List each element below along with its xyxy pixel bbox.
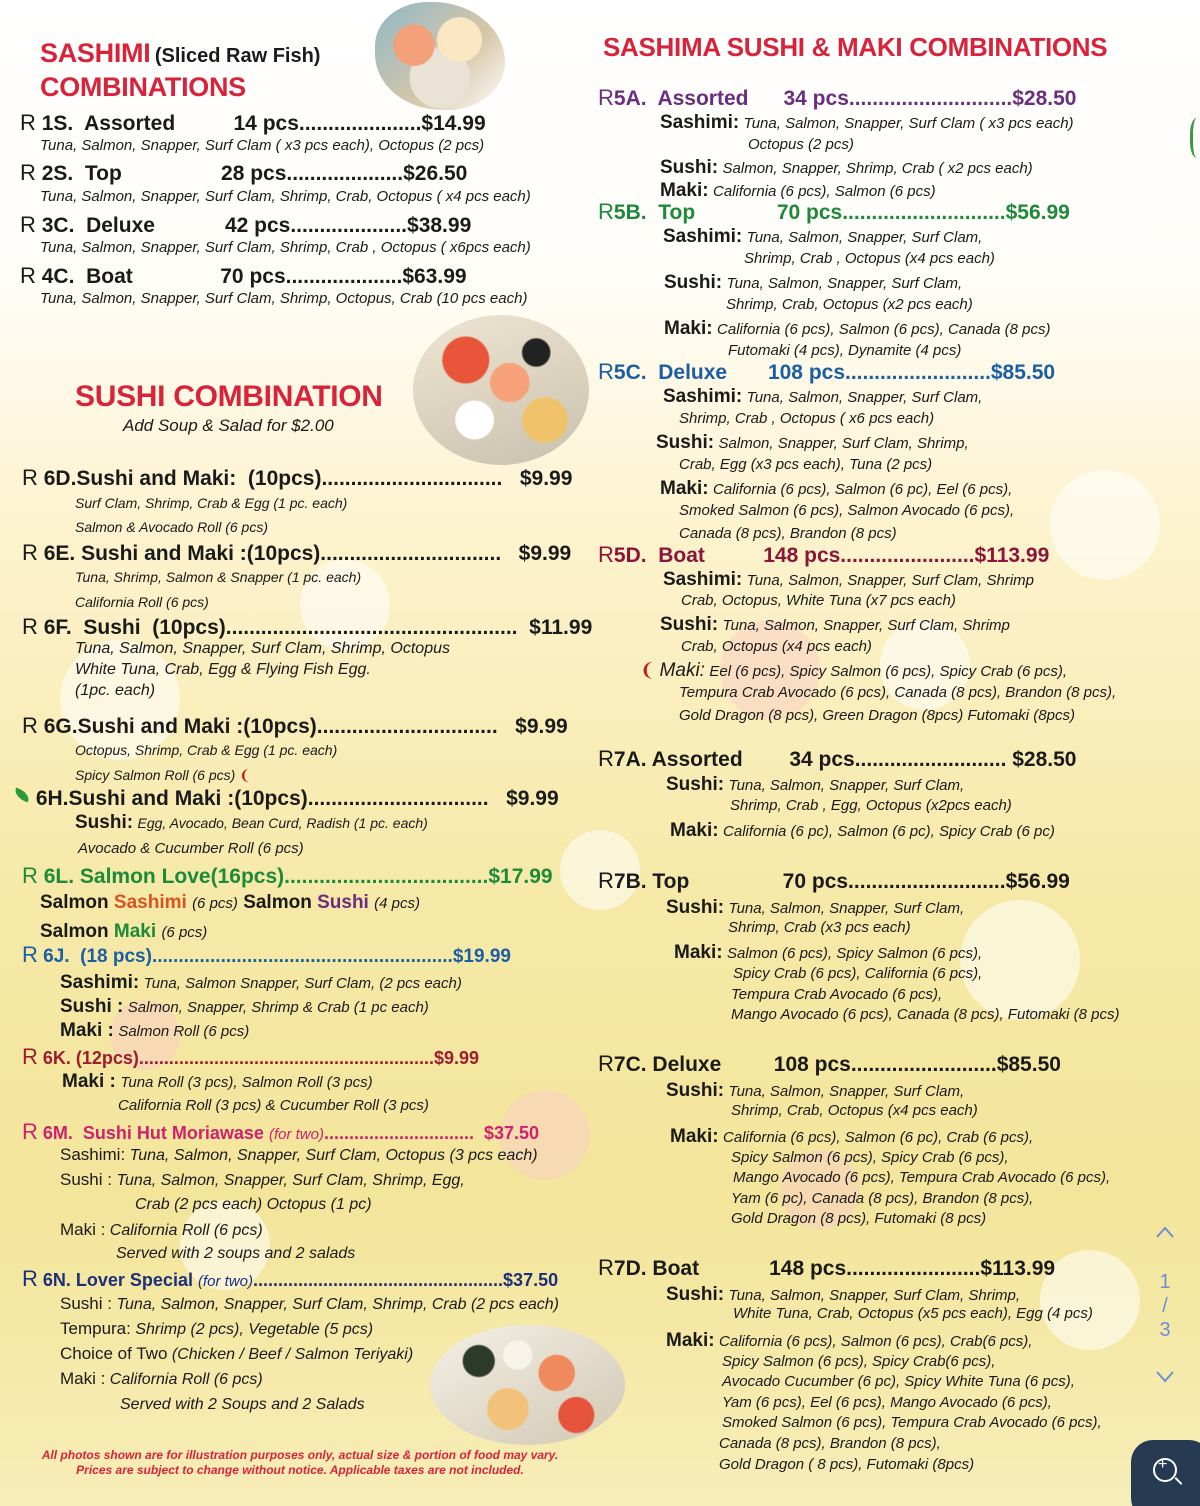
menu-item-1s: R 1S. Assorted 14 pcs.....................$14.99 <box>20 110 486 135</box>
menu-item-6n-tempura: Tempura: Shrimp (2 pcs), Vegetable (5 pcs) <box>60 1319 374 1338</box>
menu-item-6l-line1: Salmon Sashimi (6 pcs) Salmon Sushi (4 pcs) <box>40 892 420 913</box>
menu-item-7c-desc5: Yam (6 pc), Canada (8 pcs), Brandon (8 pcs), <box>731 1190 1034 1207</box>
menu-item-6k-maki: Maki : Tuna Roll (3 pcs), Salmon Roll (3 pcs) <box>62 1071 373 1092</box>
menu-item-5b-sashimi: Sashimi: Tuna, Salmon, Snapper, Surf Clam, <box>663 226 983 247</box>
menu-item-2s-desc: Tuna, Salmon, Snapper, Surf Clam, Shrimp, Crab, Octopus ( x4 pcs each) <box>40 188 531 205</box>
menu-item-6g-desc2: Spicy Salmon Roll (6 pcs) ❨ <box>75 767 251 783</box>
menu-item-4c-desc: Tuna, Salmon, Snapper, Surf Clam, Shrimp, Octopus, Crab (10 pcs each) <box>40 290 528 307</box>
chevron-down-icon <box>1155 1370 1175 1384</box>
menu-item-6j-sushi: Sushi : Salmon, Snapper, Shrimp & Crab (1 pc each) <box>60 996 429 1017</box>
menu-item-5c: R5C. Deluxe 108 pcs.........................$85.50 <box>598 359 1056 384</box>
menu-item-5c-desc5: Canada (8 pcs), Brandon (8 pcs) <box>679 525 897 542</box>
menu-item-7c-sushi: Sushi: Tuna, Salmon, Snapper, Surf Clam, <box>666 1080 965 1101</box>
prev-page-button[interactable] <box>1153 1220 1177 1244</box>
menu-item-5c-desc4: Smoked Salmon (6 pcs), Salmon Avocado (6 pcs), <box>679 502 1015 519</box>
menu-item-5b: R5B. Top 70 pcs............................$56.99 <box>598 199 1070 224</box>
menu-item-6m-maki: Maki : California Roll (6 pcs) <box>60 1220 263 1239</box>
menu-item-6d: R 6D.Sushi and Maki: (10pcs)............................... $9.99 <box>22 465 573 490</box>
menu-item-6l: R 6L. Salmon Love(16pcs)...................................$17.99 <box>22 863 553 888</box>
sushi-section-subtitle: Add Soup & Salad for $2.00 <box>123 416 334 435</box>
menu-item-7c-desc6: Gold Dragon (8 pcs), Futomaki (8 pcs) <box>731 1210 987 1227</box>
menu-item-5a-maki: Maki: California (6 pcs), Salmon (6 pcs) <box>660 180 936 201</box>
sushi-platter-photo <box>430 1325 625 1445</box>
menu-item-7a-sushi: Sushi: Tuna, Salmon, Snapper, Surf Clam, <box>666 774 965 795</box>
menu-item-6e-desc2: California Roll (6 pcs) <box>75 594 209 610</box>
menu-item-6m-served: Served with 2 soups and 2 salads <box>116 1245 356 1262</box>
menu-item-6d-desc: Surf Clam, Shrimp, Crab & Egg (1 pc. each) <box>75 495 348 511</box>
combo-section-title: SASHIMA SUSHI & MAKI COMBINATIONS <box>603 32 1108 62</box>
spicy-icon: ❨ <box>239 767 251 783</box>
menu-item-7d-desc7: Canada (8 pcs), Brandon (8 pcs), <box>719 1435 941 1452</box>
menu-item-6n-choice: Choice of Two (Chicken / Beef / Salmon Teriyaki) <box>60 1344 414 1363</box>
menu-item-6k-desc2: California Roll (3 pcs) & Cucumber Roll (3 pcs) <box>118 1097 429 1114</box>
menu-item-6g-desc: Octopus, Shrimp, Crab & Egg (1 pc. each) <box>75 742 338 758</box>
menu-item-5d-sashimi: Sashimi: Tuna, Salmon, Snapper, Surf Clam, Shrimp <box>663 569 1035 590</box>
menu-item-5c-sushi: Sushi: Salmon, Snapper, Surf Clam, Shrimp, <box>656 432 969 453</box>
menu-item-6k: R 6K. (12pcs)...........................................................$9.99 <box>22 1044 480 1069</box>
menu-item-6n-maki: Maki : California Roll (6 pcs) <box>60 1369 263 1388</box>
menu-item-5c-maki: Maki: California (6 pcs), Salmon (6 pc), Eel (6 pcs), <box>660 478 1013 499</box>
menu-item-7d-sushi: Sushi: Tuna, Salmon, Snapper, Surf Clam, Shrimp, <box>666 1284 1021 1305</box>
menu-item-7b-maki: Maki: Salmon (6 pcs), Spicy Salmon (6 pcs), <box>674 942 983 963</box>
leaf-decoration <box>1190 118 1200 158</box>
menu-item-3c-desc: Tuna, Salmon, Snapper, Surf Clam, Shrimp, Crab , Octopus ( x6pcs each) <box>40 239 531 256</box>
menu-item-6f-desc: Tuna, Salmon, Snapper, Surf Clam, Shrimp, Octopus <box>75 640 450 657</box>
menu-item-6d-desc2: Salmon & Avocado Roll (6 pcs) <box>75 519 268 535</box>
menu-item-6n-served: Served with 2 Soups and 2 Salads <box>120 1396 365 1413</box>
menu-item-5b-desc2: Shrimp, Crab , Octopus (x4 pcs each) <box>744 250 995 267</box>
menu-item-7d-desc5: Yam (6 pcs), Eel (6 pcs), Mango Avocado (6 pcs), <box>722 1394 1052 1411</box>
menu-item-6m-sushi: Sushi : Tuna, Salmon, Snapper, Surf Clam, Shrimp, Egg, <box>60 1170 465 1189</box>
menu-item-7c-desc2: Shrimp, Crab, Octopus (x4 pcs each) <box>731 1102 978 1119</box>
sushi-section-title: SUSHI COMBINATION <box>75 380 383 413</box>
menu-item-7b-desc4: Tempura Crab Avocado (6 pcs), <box>731 986 943 1003</box>
menu-item-7d-desc3: Spicy Salmon (6 pcs), Spicy Crab(6 pcs), <box>722 1353 996 1370</box>
plus-icon: + <box>1158 1456 1168 1473</box>
menu-item-7a: R7A. Assorted 34 pcs.......................... $28.50 <box>598 746 1077 771</box>
menu-item-7c-desc3: Spicy Salmon (6 pcs), Spicy Crab (6 pcs), <box>731 1149 1009 1166</box>
menu-item-5c-sashimi: Sashimi: Tuna, Salmon, Snapper, Surf Clam, <box>663 386 983 407</box>
menu-item-5d-desc2: Crab, Octopus, White Tuna (x7 pcs each) <box>681 592 956 609</box>
menu-item-6e-desc: Tuna, Shrimp, Salmon & Snapper (1 pc. each) <box>75 569 362 585</box>
menu-item-5c-desc3: Crab, Egg (x3 pcs each), Tuna (2 pcs) <box>679 456 933 473</box>
menu-item-7b: R7B. Top 70 pcs...........................$56.99 <box>598 868 1070 893</box>
menu-item-7d: R7D. Boat 148 pcs.......................$113.99 <box>598 1255 1056 1280</box>
menu-item-3c: R 3C. Deluxe 42 pcs....................$38.99 <box>20 212 472 237</box>
menu-item-7c-desc4: Mango Avocado (6 pcs), Tempura Crab Avocado (6 pcs), <box>733 1169 1111 1186</box>
menu-item-4c: R 4C. Boat 70 pcs....................$63.99 <box>20 263 467 288</box>
menu-item-5d-maki: ❨ Maki: Eel (6 pcs), Spicy Salmon (6 pcs), Spicy Crab (6 pcs), <box>640 660 1068 681</box>
menu-item-7c-maki: Maki: California (6 pcs), Salmon (6 pc), Crab (6 pcs), <box>670 1126 1034 1147</box>
chevron-up-icon <box>1155 1225 1175 1239</box>
menu-item-5d-desc5: Gold Dragon (8 pcs), Green Dragon (8pcs) Futomaki (8pcs) <box>679 707 1075 724</box>
menu-item-7d-desc8: Gold Dragon ( 8 pcs), Futomaki (8pcs) <box>719 1456 975 1473</box>
page-current: 1 <box>1159 1271 1171 1293</box>
menu-item-6j: R 6J. (18 pcs).........................................................$19.99 <box>22 942 511 967</box>
page-total: 3 <box>1159 1319 1171 1341</box>
menu-item-7c: R7C. Deluxe 108 pcs.........................$85.50 <box>598 1051 1061 1076</box>
menu-item-6m-sashimi: Sashimi: Tuna, Salmon, Snapper, Surf Clam, Octopus (3 pcs each) <box>60 1145 538 1164</box>
menu-item-6m-desc2: Crab (2 pcs each) Octopus (1 pc) <box>135 1196 372 1213</box>
menu-item-7d-maki: Maki: California (6 pcs), Salmon (6 pcs), Crab(6 pcs), <box>666 1330 1033 1351</box>
menu-item-5d-desc4: Tempura Crab Avocado (6 pcs), Canada (8 pcs), Brandon (8 pcs), <box>679 684 1117 701</box>
menu-item-5b-maki: Maki: California (6 pcs), Salmon (6 pcs), Canada (8 pcs) <box>664 318 1051 339</box>
zoom-button[interactable] <box>1131 1440 1200 1506</box>
menu-item-6h: 6H.Sushi and Maki :(10pcs)............................... $9.99 <box>30 787 559 810</box>
sashimi-section-title: SASHIMI (Sliced Raw Fish) <box>40 38 321 68</box>
menu-item-6m: R 6M. Sushi Hut Moriawase (for two).............................. $37.50 <box>22 1119 540 1144</box>
menu-item-5d: R5D. Boat 148 pcs.......................$113.99 <box>598 542 1050 567</box>
menu-item-6h-sushi: Sushi: Egg, Avocado, Bean Curd, Radish (1 pc. each) <box>75 812 428 833</box>
vegetarian-leaf-icon <box>13 788 31 803</box>
menu-item-5a-sushi: Sushi: Salmon, Snapper, Shrimp, Crab ( x2 pcs each) <box>660 157 1033 178</box>
menu-item-5d-sushi: Sushi: Tuna, Salmon, Snapper, Surf Clam, Shrimp <box>660 614 1010 635</box>
menu-item-6j-maki: Maki : Salmon Roll (6 pcs) <box>60 1020 250 1041</box>
menu-item-2s: R 2S. Top 28 pcs....................$26.50 <box>20 160 468 185</box>
menu-item-7a-desc2: Shrimp, Crab , Egg, Octopus (x2pcs each) <box>730 797 1012 814</box>
menu-item-7b-sushi: Sushi: Tuna, Salmon, Snapper, Surf Clam, <box>666 897 965 918</box>
menu-item-7a-maki: Maki: California (6 pc), Salmon (6 pc), Spicy Crab (6 pc) <box>670 820 1055 841</box>
menu-item-6f-desc3: (1pc. each) <box>75 682 156 699</box>
sashimi-section-subtitle: COMBINATIONS <box>40 72 246 102</box>
next-page-button[interactable] <box>1153 1365 1177 1389</box>
sushi-photo <box>413 315 589 465</box>
menu-item-5c-desc2: Shrimp, Crab , Octopus ( x6 pcs each) <box>679 410 935 427</box>
menu-item-6n: R 6N. Lover Special (for two)..................................................$37.50 <box>22 1266 559 1291</box>
menu-item-5a: R5A. Assorted 34 pcs............................$28.50 <box>598 85 1077 110</box>
menu-item-7b-desc2: Shrimp, Crab (x3 pcs each) <box>728 919 911 936</box>
menu-item-7d-desc4: Avocado Cucumber (6 pc), Spicy White Tuna (6 pcs), <box>722 1373 1075 1390</box>
menu-item-7b-desc3: Spicy Crab (6 pcs), California (6 pcs), <box>733 965 983 982</box>
menu-item-5b-desc4: Futomaki (4 pcs), Dynamite (4 pcs) <box>728 342 962 359</box>
menu-item-7d-desc6: Smoked Salmon (6 pcs), Tempura Crab Avocado (6 pcs), <box>722 1414 1102 1431</box>
menu-item-5b-sushi: Sushi: Tuna, Salmon, Snapper, Surf Clam, <box>664 272 963 293</box>
menu-item-5b-desc3: Shrimp, Crab, Octopus (x2 pcs each) <box>726 296 973 313</box>
disclaimer: All photos shown are for illustration purposes only, actual size & portion of food may vary. Prices are subject to change without notice. Applicable taxes are not included. <box>41 1448 559 1477</box>
menu-item-6h-desc2: Avocado & Cucumber Roll (6 pcs) <box>78 840 304 857</box>
menu-item-7d-desc2: White Tuna, Crab, Octopus (x5 pcs each), Egg (4 pcs) <box>733 1305 1093 1322</box>
menu-item-6f-desc2: White Tuna, Crab, Egg & Flying Fish Egg. <box>75 661 371 678</box>
menu-item-5a-sashimi: Sashimi: Tuna, Salmon, Snapper, Surf Clam ( x3 pcs each) <box>660 112 1074 133</box>
menu-item-6f: R 6F. Sushi (10pcs).................................................. $11.99 <box>22 614 593 639</box>
menu-item-5d-desc3: Crab, Octopus (x4 pcs each) <box>681 638 872 655</box>
page-navigator <box>1135 1205 1195 1405</box>
menu-item-6j-sashimi: Sashimi: Tuna, Salmon Snapper, Surf Clam, (2 pcs each) <box>60 972 462 993</box>
menu-item-6g: R 6G.Sushi and Maki :(10pcs)............................... $9.99 <box>22 713 568 738</box>
menu-item-5a-desc2: Octopus (2 pcs) <box>748 136 854 153</box>
menu-item-7b-desc5: Mango Avocado (6 pcs), Canada (8 pcs), Futomaki (8 pcs) <box>731 1006 1120 1023</box>
menu-item-1s-desc: Tuna, Salmon, Snapper, Surf Clam ( x3 pcs each), Octopus (2 pcs) <box>40 137 485 154</box>
spicy-icon: ❨ <box>640 660 656 680</box>
menu-item-6e: R 6E. Sushi and Maki :(10pcs)............................... $9.99 <box>22 540 572 565</box>
sashimi-photo <box>375 2 505 110</box>
menu-item-6n-sushi: Sushi : Tuna, Salmon, Snapper, Surf Clam, Shrimp, Crab (2 pcs each) <box>60 1294 559 1313</box>
menu-item-6l-line2: Salmon Maki (6 pcs) <box>40 921 208 942</box>
page-separator: / <box>1162 1295 1168 1317</box>
